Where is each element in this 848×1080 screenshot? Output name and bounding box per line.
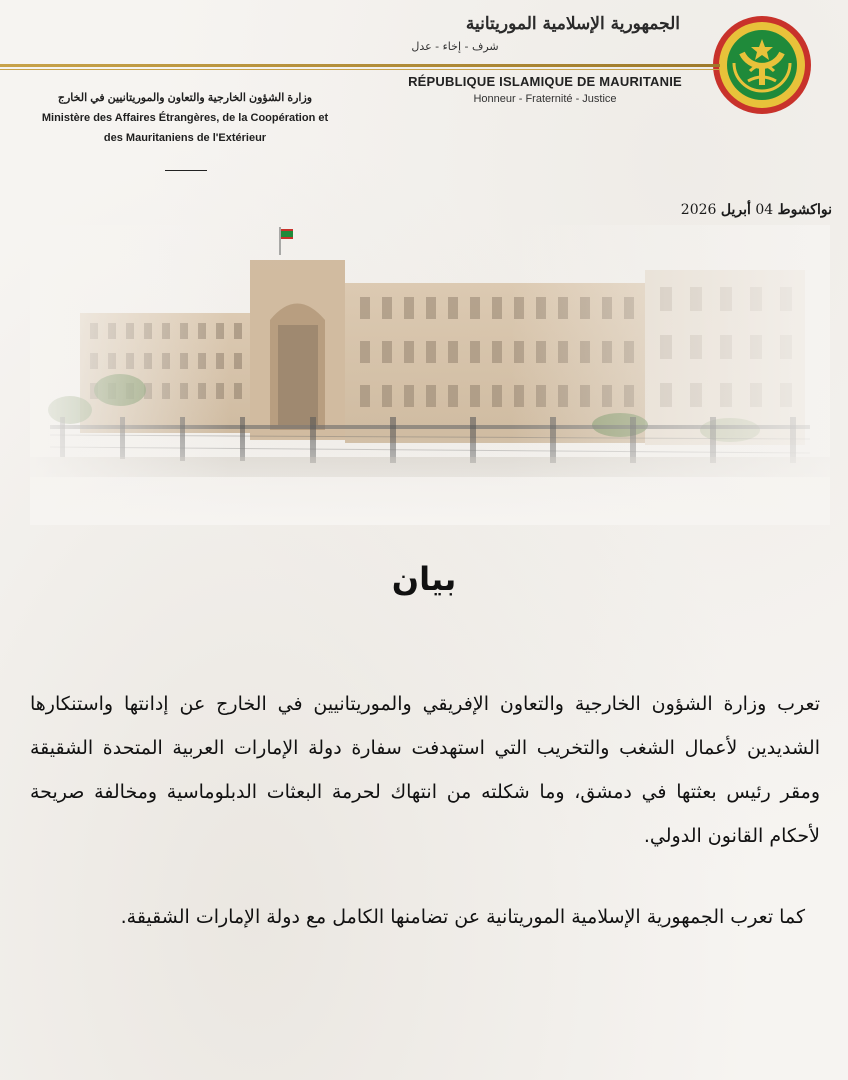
date-year: 2026 [680,202,717,218]
ministry-name-arabic: وزارة الشؤون الخارجية والتعاون والموريتانيين في الخارج [57,92,313,104]
date-city: نواكشوط [777,202,832,218]
statement-paragraph-1: تعرب وزارة الشؤون الخارجية والتعاون الإفريقي والموريتانيين في الخارج عن إدانتها واستنكارها الشديدين لأعمال الشغب والتخريب التي استهدفت سفارة دولة الإمارات العربية المتحدة الشقيقة ومقر رئيس بعثتها في دمشق، وما شكلته من انتهاك لحرمة البعثات الدبلوماسية ومخالفة صريحة لأحكام القانون الدولي. [30,693,820,847]
ministry-name-french-line2: des Mauritaniens de l'Extérieur [103,132,267,144]
ministry-building-image [30,225,830,525]
arabic-republic-name: الجمهورية الإسلامية الموريتانية [465,14,680,34]
statement-paragraph-2: كما تعرب الجمهورية الإسلامية الموريتانية عن تضامنها الكامل مع دولة الإمارات الشقيقة. [120,906,805,928]
date-month: أبريل [720,202,751,218]
arabic-national-motto: شرف - إخاء - عدل [411,40,499,53]
ministry-underline [165,170,207,171]
french-national-motto: Honneur - Fraternité - Justice [473,93,617,105]
header-divider [0,64,720,67]
ministry-name-french-line1: Ministère des Affaires Étrangères, de la Coopération et [41,112,329,124]
french-republic-name: RÉPUBLIQUE ISLAMIQUE DE MAURITANIE [408,74,682,89]
statement-title: بيان [391,560,457,598]
date-day: 04 [755,202,774,218]
header-divider-thin [0,69,720,70]
date-line [560,202,832,218]
mauritania-seal-icon [712,15,812,115]
ministry-name-block [20,88,350,148]
